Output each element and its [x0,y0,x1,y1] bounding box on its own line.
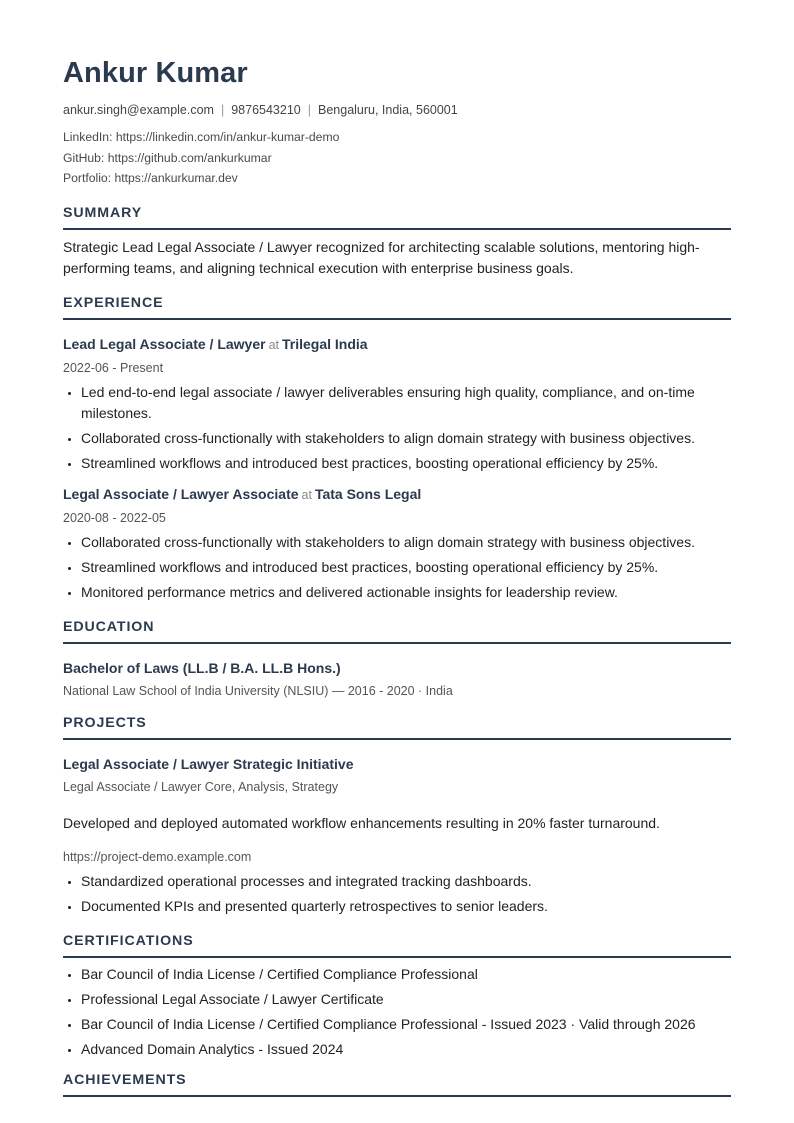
list-item: • Professional Legal Associate / Lawyer Certificate [81,989,731,1010]
email-link[interactable]: ankur.singh@example.com [63,103,214,117]
project-link[interactable]: https://project-demo.example.com [63,849,252,864]
list-item: • Monitored performance metrics and delivered actionable insights for leadership review. [81,582,731,603]
education-section [63,619,731,699]
job-dates: 2022-06 - Present [63,360,164,375]
job-company: Trilegal India [282,335,368,352]
list-item: • Collaborated cross-functionally with stakeholders to align domain strategy with business objectives. [81,532,731,553]
degree-title: Bachelor of Laws (LL.B / B.A. LL.B Hons.) [63,659,341,676]
project-description: Developed and deployed automated workflow enhancements resulting in 20% faster turnaround. [63,814,660,831]
section-title: EDUCATION [63,619,731,644]
separator: | [220,103,225,117]
job-role: Lead Legal Associate / Lawyer [63,335,266,352]
list-item: • Streamlined workflows and introduced best practices, boosting operational efficiency by 25%. [81,453,731,474]
project-bullets [63,871,731,917]
list-item: • Standardized operational processes and integrated tracking dashboards. [81,871,731,892]
location-text: Bengaluru, India, 560001 [318,103,458,117]
job-heading [63,484,731,505]
list-item: • Advanced Domain Analytics - Issued 2024 [81,1039,731,1060]
at-label: at [268,337,279,352]
job-company: Tata Sons Legal [314,485,422,502]
section-title: SUMMARY [63,205,731,230]
job-entry [63,484,731,603]
summary-text: Strategic Lead Legal Associate / Lawyer recognized for architecting scalable solutions, mentoring high-performing teams, and aligning technical execution with enterprise business goals. [63,238,700,276]
section-title: CERTIFICATIONS [63,933,731,958]
job-heading [63,334,731,355]
job-role: Legal Associate / Lawyer Associate [63,485,299,502]
projects-section [63,715,731,917]
section-title: ACHIEVEMENTS [63,1072,731,1097]
list-item: • Documented KPIs and presented quarterly retrospectives to senior leaders. [81,896,731,917]
project-title: Legal Associate / Lawyer Strategic Initiative [63,755,354,772]
separator: | [307,103,311,117]
at-label: at [301,487,312,502]
contact-row [63,101,731,119]
list-item: • Led end-to-end legal associate / lawyer deliverables ensuring high quality, compliance, and on-time milestones. [81,382,731,424]
certifications-section [63,933,731,1060]
education-meta: National Law School of India University (NLSIU) — 2016 - 2020 · India [63,683,453,698]
phone-text: 9876543210 [231,103,301,117]
job-dates: 2020-08 - 2022-05 [63,510,166,525]
list-item: • Streamlined workflows and introduced best practices, boosting operational efficiency by 25%. [81,557,731,578]
summary-section [63,205,731,279]
experience-section [63,295,731,603]
github-link[interactable]: GitHub: https://github.com/ankurkumar [63,150,272,165]
section-title: PROJECTS [63,715,731,740]
certification-list [63,964,731,1060]
portfolio-link[interactable]: Portfolio: https://ankurkumar.dev [63,171,238,185]
job-bullets [63,382,731,474]
section-title: EXPERIENCE [63,295,731,320]
linkedin-link[interactable]: LinkedIn: https://linkedin.com/in/ankur-kumar-demo [63,130,340,144]
job-entry [63,334,731,474]
list-item: • Bar Council of India License / Certified Compliance Professional [81,964,731,985]
project-tech: Legal Associate / Lawyer Core, Analysis, Strategy [63,779,339,794]
achievements-section [63,1072,731,1097]
list-item: • Bar Council of India License / Certified Compliance Professional - Issued 2023 · Valid through 2026 [81,1014,731,1035]
profile-links [63,127,731,189]
list-item: • Collaborated cross-functionally with stakeholders to align domain strategy with business objectives. [81,428,731,449]
candidate-name: Ankur Kumar [63,57,248,89]
job-bullets [63,532,731,603]
